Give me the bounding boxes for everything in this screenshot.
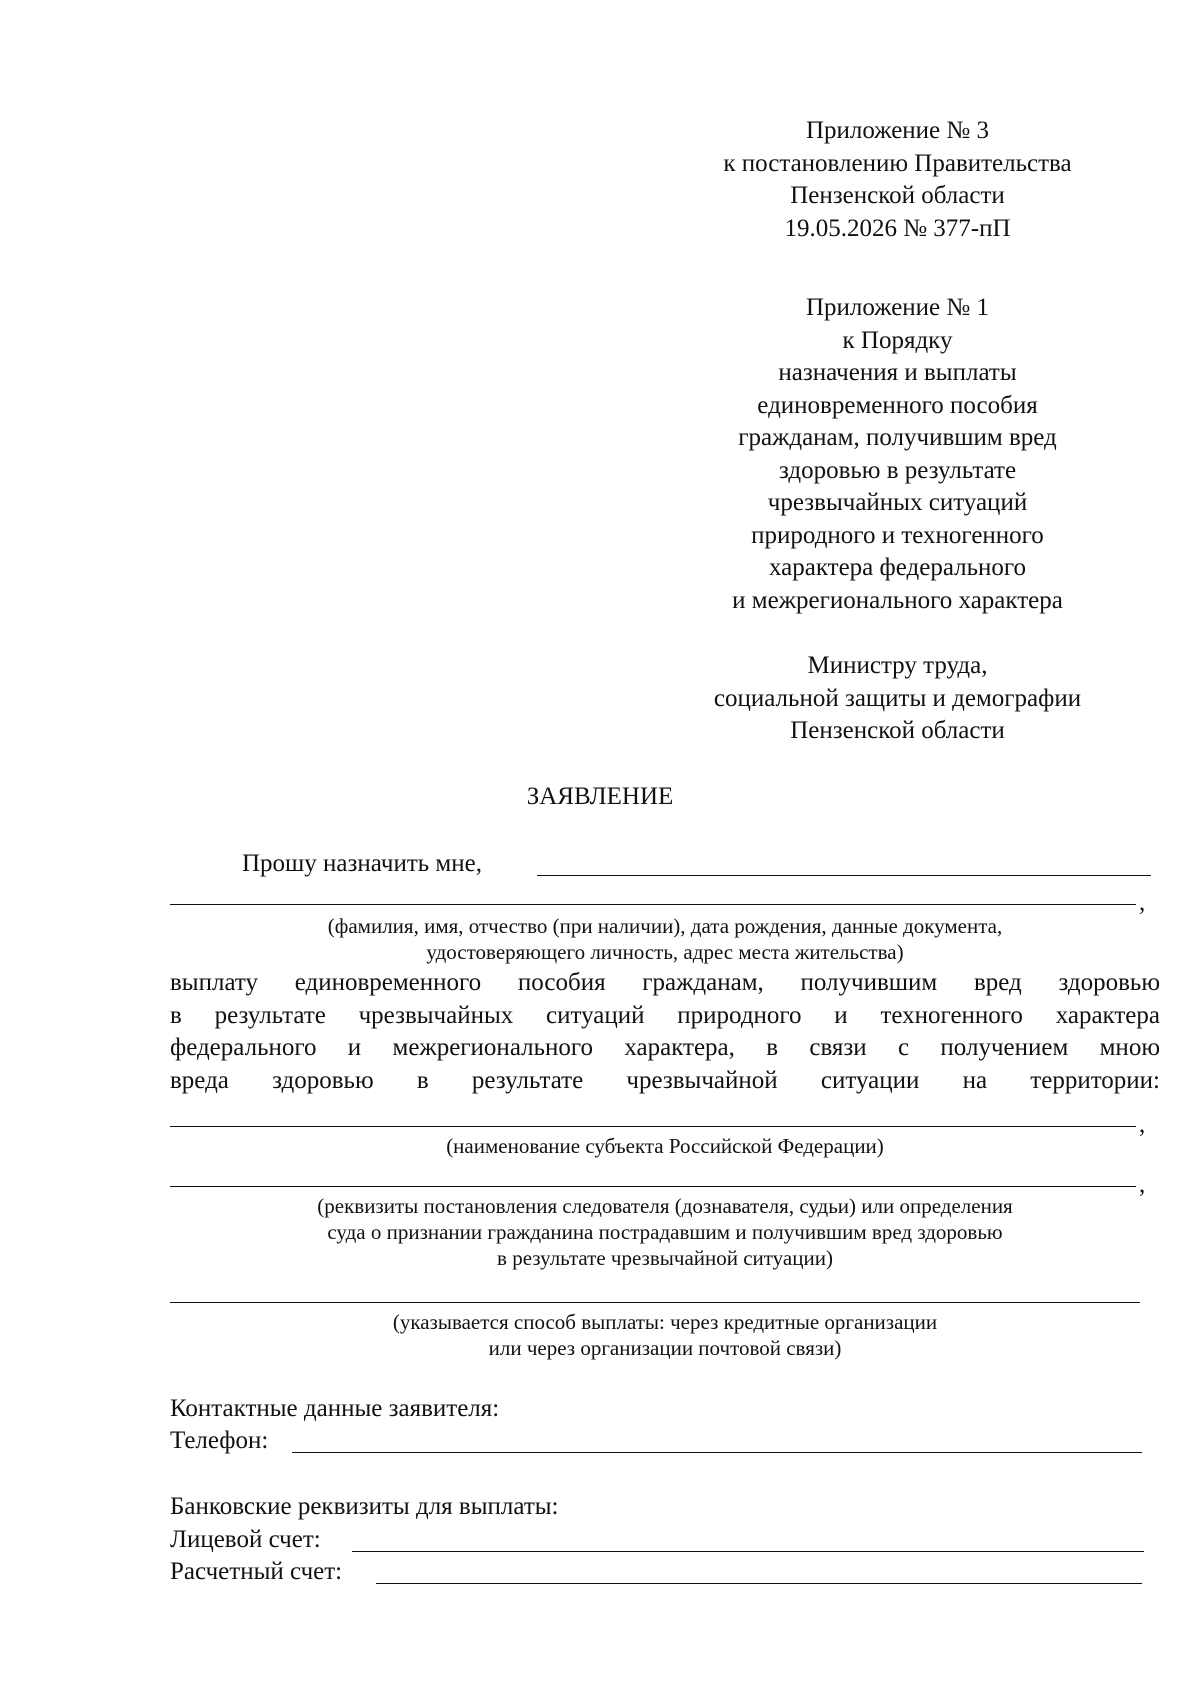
- request-body-line: выплату единовременного пособия гражданам, получившим вред здоровью: [170, 969, 1160, 996]
- appendix-1-line: Приложение № 1: [805, 294, 990, 321]
- personal-account-label: Лицевой счет:: [170, 1526, 321, 1553]
- applicant-caption-line: удостоверяющего личность, адрес места жительства): [426, 940, 904, 964]
- payment-method-input-line[interactable]: [170, 1302, 1140, 1303]
- appendix-1-line: назначения и выплаты: [778, 359, 1017, 386]
- appendix-1-line: характера федерального: [768, 554, 1027, 581]
- comma: ,: [1139, 1111, 1146, 1138]
- appendix-3-header: [660, 115, 1135, 245]
- appendix-3-line-2: к постановлению Правительства: [723, 149, 1072, 177]
- appendix-1-line: чрезвычайных ситуаций: [767, 489, 1028, 516]
- appendix-1-line: гражданам, получившим вред: [738, 424, 1057, 451]
- decision-caption-line: (реквизиты постановления следователя (дознавателя, судьи) или определения: [317, 1194, 1013, 1218]
- appendix-3-line-3: Пензенской области: [790, 182, 1005, 209]
- document-title: ЗАЯВЛЕНИЕ: [526, 783, 674, 810]
- region-caption-line: (наименование субъекта Российской Федерации): [446, 1134, 884, 1158]
- request-body-line: вреда здоровью в результате чрезвычайной ситуации на территории:: [170, 1066, 1160, 1094]
- comma: ,: [1139, 1171, 1146, 1198]
- personal-account-input-line[interactable]: [352, 1551, 1144, 1552]
- addressee-line: социальной защиты и демографии: [713, 684, 1082, 712]
- appendix-1-line: и межрегионального характера: [732, 586, 1063, 614]
- payment-method-caption: [170, 1309, 1160, 1361]
- applicant-input-line-1[interactable]: [537, 875, 1151, 876]
- request-body: [170, 967, 1160, 1097]
- bank-heading: Банковские реквизиты для выплаты:: [170, 1493, 559, 1520]
- applicant-caption-line: (фамилия, имя, отчество (при наличии), дата рождения, данные документа,: [327, 914, 1003, 938]
- applicant-caption: [170, 913, 1160, 965]
- decision-input-line[interactable]: [170, 1186, 1136, 1187]
- contacts-heading: Контактные данные заявителя:: [170, 1395, 500, 1422]
- appendix-3-date-number: 19.05.2026 № 377-пП: [784, 214, 1011, 242]
- payment-method-caption-line: или через организации почтовой связи): [488, 1336, 842, 1360]
- appendix-1-line: природного и техногенного: [751, 521, 1044, 549]
- settlement-account-label: Расчетный счет:: [170, 1558, 343, 1585]
- appendix-1-line: единовременного пособия: [757, 391, 1038, 419]
- decision-caption-line: суда о признании гражданина пострадавшим и получившим вред здоровью: [327, 1220, 1003, 1244]
- region-input-line[interactable]: [170, 1126, 1136, 1127]
- appendix-1-line: здоровью в результате: [778, 456, 1017, 484]
- appendix-1-line: к Порядку: [842, 326, 953, 354]
- decision-caption: [170, 1193, 1160, 1271]
- phone-input-line[interactable]: [292, 1452, 1142, 1453]
- request-body-line: федерального и межрегионального характера, в связи с получением мною: [170, 1034, 1160, 1061]
- decision-caption-line: в результате чрезвычайной ситуации): [497, 1246, 833, 1270]
- phone-label: Телефон:: [170, 1427, 269, 1454]
- appendix-1-header: [660, 292, 1135, 617]
- addressee-line: Министру труда,: [807, 652, 988, 679]
- request-lead-text: Прошу назначить мне,: [242, 850, 482, 877]
- region-caption: [170, 1133, 1160, 1159]
- comma: ,: [1139, 889, 1146, 916]
- appendix-3-title: Приложение № 3: [805, 117, 990, 144]
- payment-method-caption-line: (указывается способ выплаты: через кредитные организации: [392, 1310, 938, 1334]
- addressee-line: Пензенской области: [790, 717, 1005, 744]
- request-body-line: в результате чрезвычайных ситуаций природного и техногенного характера: [170, 1001, 1160, 1029]
- settlement-account-input-line[interactable]: [376, 1583, 1142, 1584]
- addressee-block: [660, 650, 1135, 748]
- applicant-input-line-2[interactable]: [170, 904, 1136, 905]
